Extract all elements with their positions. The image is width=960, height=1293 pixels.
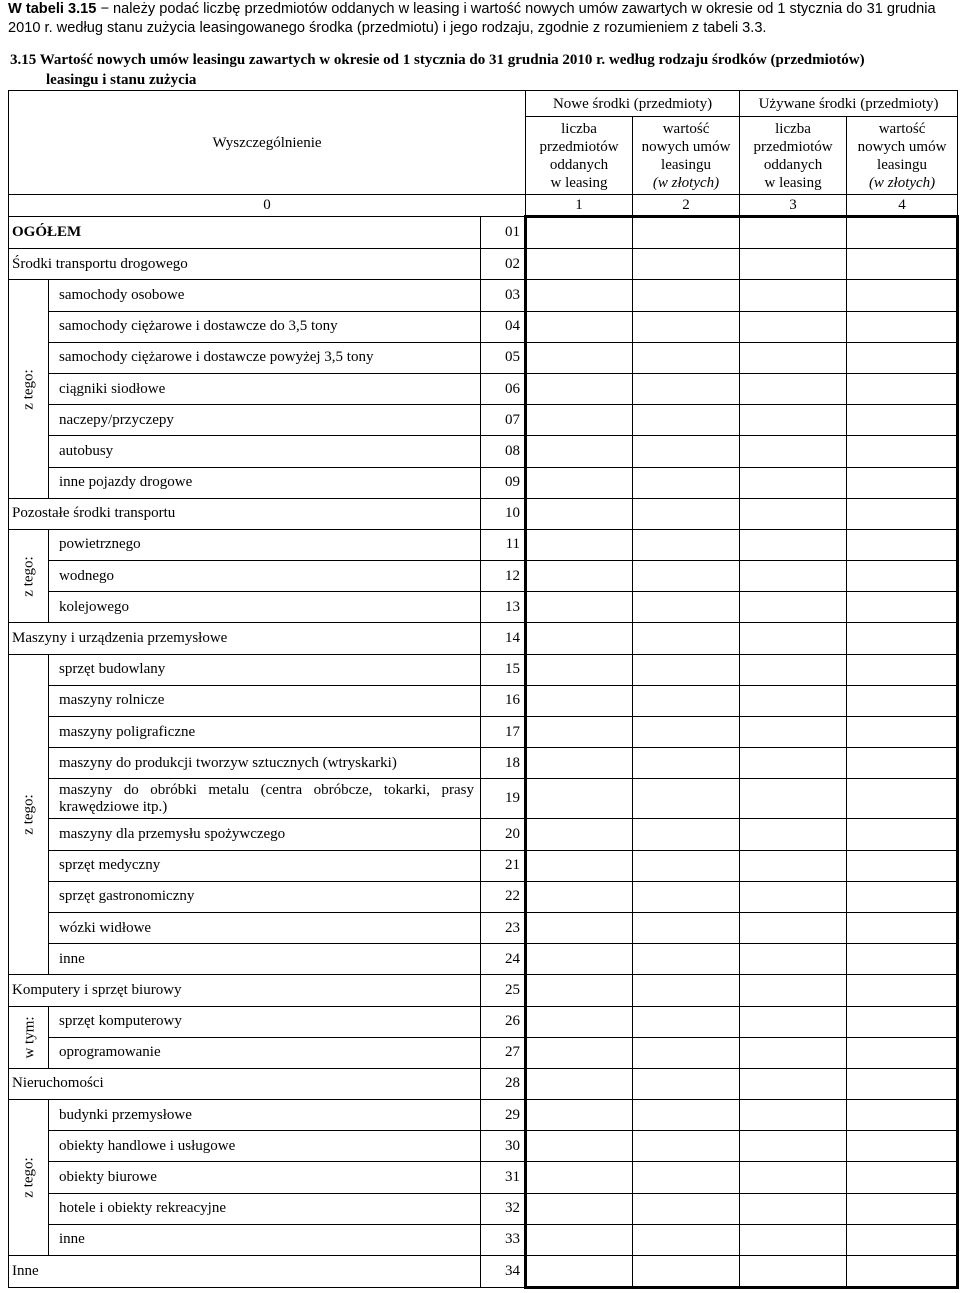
value-cell-col3[interactable] [740,623,847,654]
value-cell-col3[interactable] [740,592,847,623]
value-cell-col1[interactable] [526,342,633,373]
value-cell-col3[interactable] [740,1256,847,1288]
table-row [9,717,958,748]
table-row [9,1006,958,1037]
value-cell-col4[interactable] [847,912,958,943]
value-cell-col1[interactable] [526,280,633,311]
value-cell-col1[interactable] [526,217,633,249]
row-label: sprzęt medyczny [49,850,481,881]
value-cell-col2[interactable] [633,561,740,592]
value-cell-col1[interactable] [526,1037,633,1068]
value-cell-col2[interactable] [633,779,740,819]
value-cell-col4[interactable] [847,944,958,975]
colnum-4: 4 [847,195,958,217]
row-label: inne pojazdy drogowe [49,467,481,498]
value-cell-col4[interactable] [847,1068,958,1099]
value-cell-col3[interactable] [740,1006,847,1037]
row-label: ciągniki siodłowe [49,373,481,404]
row-code: 19 [481,779,526,819]
group-label-text: w tym: [21,1016,38,1059]
value-cell-col4[interactable] [847,249,958,280]
value-cell-col4[interactable] [847,280,958,311]
value-cell-col4[interactable] [847,592,958,623]
value-cell-col1[interactable] [526,881,633,912]
row-code: 14 [481,623,526,654]
row-label: samochody ciężarowe i dostawcze do 3,5 tony [49,311,481,342]
value-cell-col3[interactable] [740,561,847,592]
value-cell-col2[interactable] [633,1131,740,1162]
hdr-line: liczba [561,120,597,137]
header-used-value [847,117,958,195]
row-label: Nieruchomości [9,1068,481,1099]
value-cell-col2[interactable] [633,217,740,249]
row-code: 27 [481,1037,526,1068]
row-code: 33 [481,1224,526,1255]
row-label: Inne [9,1256,481,1288]
value-cell-col4[interactable] [847,1037,958,1068]
value-cell-col2[interactable] [633,1037,740,1068]
value-cell-col2[interactable] [633,436,740,467]
header-new-count [526,117,633,195]
value-cell-col4[interactable] [847,1193,958,1224]
value-cell-col2[interactable] [633,881,740,912]
hdr-line: w leasing [764,174,822,191]
table-row [9,944,958,975]
hdr-line: przedmiotów [753,138,833,155]
hdr-line: leasingu [877,156,928,173]
value-cell-col4[interactable] [847,342,958,373]
value-cell-col2[interactable] [633,717,740,748]
value-cell-col2[interactable] [633,1100,740,1131]
row-code: 16 [481,685,526,716]
value-cell-col1[interactable] [526,623,633,654]
value-cell-col3[interactable] [740,217,847,249]
row-code: 24 [481,944,526,975]
table-row [9,311,958,342]
row-label: maszyny poligraficzne [49,717,481,748]
colnum-2: 2 [633,195,740,217]
value-cell-col2[interactable] [633,249,740,280]
value-cell-col1[interactable] [526,1131,633,1162]
value-cell-col2[interactable] [633,1256,740,1288]
value-cell-col4[interactable] [847,529,958,560]
row-code: 05 [481,342,526,373]
value-cell-col4[interactable] [847,881,958,912]
value-cell-col1[interactable] [526,373,633,404]
section-title [10,50,955,90]
value-cell-col1[interactable] [526,748,633,779]
table-row [9,975,958,1006]
table-row [9,467,958,498]
table-row [9,436,958,467]
row-label: powietrznego [49,529,481,560]
row-code: 30 [481,1131,526,1162]
row-code: 08 [481,436,526,467]
value-cell-col1[interactable] [526,1100,633,1131]
value-cell-col1[interactable] [526,1068,633,1099]
value-cell-col1[interactable] [526,249,633,280]
instruction-text [8,0,953,38]
row-label: Komputery i sprzęt biurowy [9,975,481,1006]
header-new-value [633,117,740,195]
value-cell-col4[interactable] [847,685,958,716]
value-cell-col1[interactable] [526,561,633,592]
value-cell-col4[interactable] [847,975,958,1006]
instruction-body: − należy podać liczbę przedmiotów oddanych w leasing i wartość nowych umów zawartych w okresie od 1 stycznia do 31 grudnia 2010 r. według stanu zużycia leasingowanego środka (przedmiotu) i jego rodzaju, zgodnie z rozumieniem z tabeli 3.3. [8,1,936,36]
value-cell-col1[interactable] [526,1224,633,1255]
row-label: inne [49,944,481,975]
value-cell-col4[interactable] [847,1256,958,1288]
value-cell-col3[interactable] [740,975,847,1006]
hdr-line: oddanych [763,156,823,173]
value-cell-col4[interactable] [847,850,958,881]
value-cell-col4[interactable] [847,748,958,779]
value-cell-col4[interactable] [847,405,958,436]
table-row [9,561,958,592]
row-label: Środki transportu drogowego [9,249,481,280]
header-used-count [740,117,847,195]
value-cell-col1[interactable] [526,592,633,623]
row-code: 26 [481,1006,526,1037]
row-label: OGÓŁEM [9,217,481,249]
value-cell-col3[interactable] [740,654,847,685]
value-cell-col1[interactable] [526,779,633,819]
row-code: 06 [481,373,526,404]
row-label: inne [49,1224,481,1255]
table-row [9,249,958,280]
value-cell-col2[interactable] [633,1224,740,1255]
group-label-text: z tego: [20,368,37,410]
group-label [9,280,49,498]
header-new: Nowe środki (przedmioty) [526,91,740,117]
row-label: samochody osobowe [49,280,481,311]
value-cell-col1[interactable] [526,912,633,943]
value-cell-col3[interactable] [740,881,847,912]
value-cell-col3[interactable] [740,1193,847,1224]
row-label: naczepy/przyczepy [49,405,481,436]
group-label-text: z tego: [20,1157,37,1198]
value-cell-col4[interactable] [847,779,958,819]
value-cell-col2[interactable] [633,685,740,716]
table-row [9,1037,958,1068]
value-cell-col1[interactable] [526,819,633,850]
value-cell-col1[interactable] [526,498,633,529]
row-label: Maszyny i urządzenia przemysłowe [9,623,481,654]
section-title-line1: 3.15 Wartość nowych umów leasingu zawartych w okresie od 1 stycznia do 31 grudnia 2010 r. według rodzaju środków (przedmiotów) [10,52,865,68]
value-cell-col4[interactable] [847,623,958,654]
row-code: 22 [481,881,526,912]
row-label: Pozostałe środki transportu [9,498,481,529]
value-cell-col3[interactable] [740,1037,847,1068]
value-cell-col4[interactable] [847,1100,958,1131]
value-cell-col2[interactable] [633,1068,740,1099]
value-cell-col4[interactable] [847,717,958,748]
value-cell-col1[interactable] [526,467,633,498]
row-code: 23 [481,912,526,943]
value-cell-col1[interactable] [526,1006,633,1037]
value-cell-col4[interactable] [847,1006,958,1037]
row-code: 20 [481,819,526,850]
value-cell-col1[interactable] [526,654,633,685]
row-label: sprzęt komputerowy [49,1006,481,1037]
value-cell-col4[interactable] [847,373,958,404]
value-cell-col1[interactable] [526,436,633,467]
value-cell-col2[interactable] [633,944,740,975]
row-label: wodnego [49,561,481,592]
row-code: 28 [481,1068,526,1099]
table-row [9,405,958,436]
value-cell-col2[interactable] [633,1193,740,1224]
value-cell-col2[interactable] [633,280,740,311]
row-code: 17 [481,717,526,748]
table-row [9,592,958,623]
colnum-0: 0 [9,195,526,217]
hdr-line: (w złotych) [868,174,936,191]
value-cell-col4[interactable] [847,819,958,850]
hdr-line: (w złotych) [652,174,720,191]
value-cell-col4[interactable] [847,1131,958,1162]
hdr-line: oddanych [549,156,609,173]
value-cell-col2[interactable] [633,467,740,498]
group-label [9,1006,49,1068]
group-label-text: z tego: [20,555,37,597]
value-cell-col3[interactable] [740,944,847,975]
value-cell-col3[interactable] [740,717,847,748]
value-cell-col1[interactable] [526,717,633,748]
value-cell-col4[interactable] [847,498,958,529]
value-cell-col1[interactable] [526,311,633,342]
colnum-3: 3 [740,195,847,217]
value-cell-col3[interactable] [740,498,847,529]
value-cell-col3[interactable] [740,1100,847,1131]
row-label: obiekty handlowe i usługowe [49,1131,481,1162]
hdr-line: przedmiotów [539,138,619,155]
table-row [9,529,958,560]
hdr-line: liczba [775,120,811,137]
row-label: maszyny dla przemysłu spożywczego [49,819,481,850]
row-code: 11 [481,529,526,560]
value-cell-col3[interactable] [740,1131,847,1162]
table-row [9,779,958,819]
value-cell-col1[interactable] [526,1193,633,1224]
row-code: 15 [481,654,526,685]
header-used: Używane środki (przedmioty) [740,91,958,117]
table-row [9,748,958,779]
row-label: budynki przemysłowe [49,1100,481,1131]
value-cell-col3[interactable] [740,912,847,943]
group-label [9,529,49,623]
value-cell-col1[interactable] [526,850,633,881]
value-cell-col3[interactable] [740,685,847,716]
value-cell-col2[interactable] [633,654,740,685]
row-code: 31 [481,1162,526,1193]
value-cell-col2[interactable] [633,748,740,779]
value-cell-col1[interactable] [526,944,633,975]
value-cell-col3[interactable] [740,373,847,404]
value-cell-col2[interactable] [633,1006,740,1037]
colnum-1: 1 [526,195,633,217]
row-code: 07 [481,405,526,436]
table-row [9,498,958,529]
value-cell-col1[interactable] [526,685,633,716]
table-row [9,881,958,912]
row-code: 03 [481,280,526,311]
row-code: 09 [481,467,526,498]
row-code: 04 [481,311,526,342]
row-code: 25 [481,975,526,1006]
value-cell-col2[interactable] [633,311,740,342]
hdr-line: nowych umów [857,138,947,155]
table-row [9,654,958,685]
table-row [9,912,958,943]
value-cell-col4[interactable] [847,561,958,592]
row-label: samochody ciężarowe i dostawcze powyżej 3,5 tony [49,342,481,373]
value-cell-col3[interactable] [740,467,847,498]
value-cell-col3[interactable] [740,529,847,560]
row-code: 10 [481,498,526,529]
table-row [9,1193,958,1224]
table-row [9,1224,958,1255]
value-cell-col3[interactable] [740,311,847,342]
value-cell-col2[interactable] [633,819,740,850]
value-cell-col4[interactable] [847,1224,958,1255]
row-code: 13 [481,592,526,623]
table-row [9,819,958,850]
hdr-line: wartość [878,120,926,137]
value-cell-col4[interactable] [847,311,958,342]
value-cell-col2[interactable] [633,975,740,1006]
hdr-line: leasingu [661,156,712,173]
row-code: 01 [481,217,526,249]
table-row [9,342,958,373]
table-row [9,623,958,654]
value-cell-col4[interactable] [847,467,958,498]
row-code: 32 [481,1193,526,1224]
value-cell-col1[interactable] [526,1256,633,1288]
group-label [9,1100,49,1256]
row-label: sprzęt gastronomiczny [49,881,481,912]
row-label: maszyny do obróbki metalu (centra obróbcze, tokarki, prasy krawędziowe itp.) [49,779,481,819]
hdr-line: nowych umów [641,138,731,155]
row-label: maszyny do produkcji tworzyw sztucznych (wtryskarki) [49,748,481,779]
row-label: hotele i obiekty rekreacyjne [49,1193,481,1224]
value-cell-col2[interactable] [633,405,740,436]
value-cell-col3[interactable] [740,748,847,779]
value-cell-col1[interactable] [526,1162,633,1193]
row-code: 12 [481,561,526,592]
value-cell-col2[interactable] [633,850,740,881]
value-cell-col3[interactable] [740,1162,847,1193]
value-cell-col2[interactable] [633,623,740,654]
table-row [9,850,958,881]
value-cell-col3[interactable] [740,1224,847,1255]
value-cell-col3[interactable] [740,850,847,881]
section-title-line2: leasingu i stanu zużycia [46,72,197,88]
value-cell-col2[interactable] [633,1162,740,1193]
value-cell-col4[interactable] [847,217,958,249]
row-label: autobusy [49,436,481,467]
value-cell-col2[interactable] [633,373,740,404]
value-cell-col1[interactable] [526,529,633,560]
value-cell-col3[interactable] [740,779,847,819]
value-cell-col3[interactable] [740,342,847,373]
value-cell-col3[interactable] [740,1068,847,1099]
row-label: wózki widłowe [49,912,481,943]
value-cell-col2[interactable] [633,912,740,943]
table-row [9,1256,958,1288]
row-label: oprogramowanie [49,1037,481,1068]
value-cell-col2[interactable] [633,592,740,623]
hdr-line: wartość [662,120,710,137]
group-label [9,654,49,975]
table-row [9,1068,958,1099]
group-label-text: z tego: [20,794,37,835]
row-label: obiekty biurowe [49,1162,481,1193]
value-cell-col4[interactable] [847,1162,958,1193]
table-body [9,217,958,1288]
header-spec: Wyszczególnienie [9,91,526,195]
hdr-line: w leasing [550,174,608,191]
value-cell-col4[interactable] [847,654,958,685]
table-row [9,1100,958,1131]
value-cell-col4[interactable] [847,436,958,467]
table-row [9,1162,958,1193]
row-label: sprzęt budowlany [49,654,481,685]
row-code: 29 [481,1100,526,1131]
row-code: 34 [481,1256,526,1288]
value-cell-col3[interactable] [740,249,847,280]
value-cell-col2[interactable] [633,498,740,529]
value-cell-col3[interactable] [740,280,847,311]
table-row [9,217,958,249]
value-cell-col1[interactable] [526,975,633,1006]
value-cell-col3[interactable] [740,405,847,436]
table-row [9,685,958,716]
value-cell-col3[interactable] [740,819,847,850]
table-row [9,280,958,311]
value-cell-col2[interactable] [633,529,740,560]
instruction-prefix: W tabeli 3.15 [8,1,97,17]
table-row [9,373,958,404]
row-code: 02 [481,249,526,280]
value-cell-col1[interactable] [526,405,633,436]
value-cell-col3[interactable] [740,436,847,467]
row-label: kolejowego [49,592,481,623]
leasing-table [8,90,959,1289]
row-code: 18 [481,748,526,779]
row-label: maszyny rolnicze [49,685,481,716]
row-code: 21 [481,850,526,881]
value-cell-col2[interactable] [633,342,740,373]
table-row [9,1131,958,1162]
